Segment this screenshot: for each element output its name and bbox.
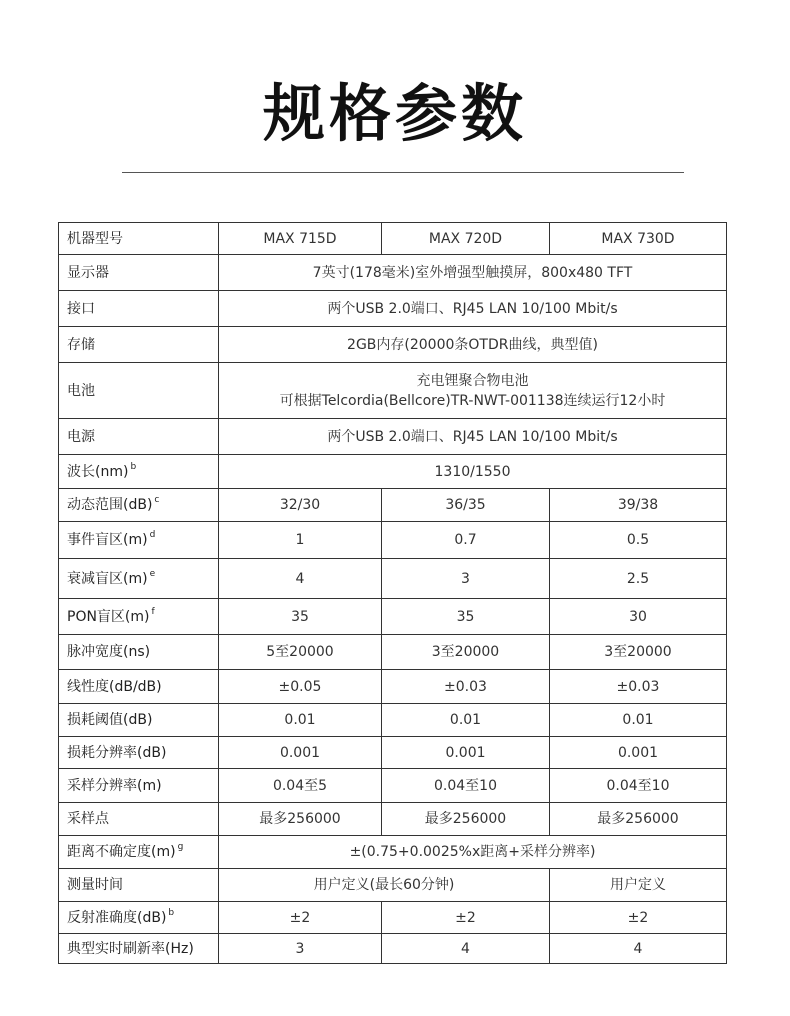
row-value: ±0.03 [382, 670, 550, 704]
row-value: 0.04至5 [219, 769, 382, 803]
row-label: 反射准确度(dB) [67, 909, 167, 926]
model-name: MAX 715D [219, 223, 382, 255]
row-label: 接口 [59, 291, 219, 327]
row-reflectance-accuracy [59, 902, 727, 934]
row-label: 典型实时刷新率(Hz) [59, 934, 219, 964]
footnote-marker: f [151, 606, 155, 617]
row-value: 3 [382, 559, 550, 599]
row-value: ±0.05 [219, 670, 382, 704]
row-value: ±2 [550, 902, 727, 934]
row-label-cell [59, 455, 219, 489]
row-value: 0.001 [550, 737, 727, 769]
row-value: 用户定义(最长60分钟) [219, 869, 550, 902]
row-value: 两个USB 2.0端口、RJ45 LAN 10/100 Mbit/s [219, 419, 727, 455]
footnote-marker: e [149, 568, 156, 579]
row-linearity [59, 670, 727, 704]
row-value: 用户定义 [550, 869, 727, 902]
row-label-cell [59, 836, 219, 869]
row-label: 动态范围(dB) [67, 497, 153, 513]
row-value: 0.04至10 [382, 769, 550, 803]
footnote-marker: b [168, 907, 175, 918]
row-label-cell [59, 902, 219, 934]
row-value: 3至20000 [550, 635, 727, 670]
row-value: ±0.03 [550, 670, 727, 704]
row-value: 两个USB 2.0端口、RJ45 LAN 10/100 Mbit/s [219, 291, 727, 327]
row-pon-dead-zone [59, 599, 727, 635]
row-sampling-points [59, 803, 727, 836]
row-value: 最多256000 [219, 803, 382, 836]
row-label: 测量时间 [59, 869, 219, 902]
row-value: 0.5 [550, 522, 727, 559]
spec-table [58, 222, 727, 964]
row-value: 0.001 [382, 737, 550, 769]
page-title: 规格参数 [262, 77, 527, 150]
row-label: 波长(nm) [67, 463, 129, 480]
row-label-cell [59, 559, 219, 599]
row-label-cell [59, 599, 219, 635]
row-label: 显示器 [59, 255, 219, 291]
footnote-marker: c [154, 495, 160, 505]
row-refresh-rate [59, 934, 727, 964]
row-value: 1310/1550 [219, 455, 727, 489]
row-value: 0.01 [550, 704, 727, 737]
row-value: 32/30 [219, 489, 382, 522]
row-value: 1 [219, 522, 382, 559]
row-value: 36/35 [382, 489, 550, 522]
row-value: ±2 [219, 902, 382, 934]
row-distance-uncertainty [59, 836, 727, 869]
row-label: 事件盲区(m) [67, 532, 148, 548]
row-value: 2GB内存(20000条OTDR曲线，典型值) [219, 327, 727, 363]
row-storage [59, 327, 727, 363]
row-label: 电池 [59, 363, 219, 419]
row-loss-threshold [59, 704, 727, 737]
row-pulse-width [59, 635, 727, 670]
row-value: 0.04至10 [550, 769, 727, 803]
footnote-marker: d [149, 530, 156, 540]
title-divider [122, 172, 684, 173]
row-value: 最多256000 [550, 803, 727, 836]
row-power [59, 419, 727, 455]
row-value: 3 [219, 934, 382, 964]
row-display [59, 255, 727, 291]
model-name: MAX 720D [382, 223, 550, 255]
row-value: ±2 [382, 902, 550, 934]
row-value: 5至20000 [219, 635, 382, 670]
row-label: 采样分辨率(m) [59, 769, 219, 803]
row-value [219, 363, 727, 419]
row-label: 衰减盲区(m) [67, 570, 148, 587]
row-value: 0.7 [382, 522, 550, 559]
row-value: 4 [382, 934, 550, 964]
row-value: 4 [219, 559, 382, 599]
row-value: 35 [219, 599, 382, 635]
row-value: 0.01 [219, 704, 382, 737]
row-value: 4 [550, 934, 727, 964]
row-label: 脉冲宽度(ns) [59, 635, 219, 670]
row-model [59, 223, 727, 255]
row-value: 30 [550, 599, 727, 635]
row-loss-resolution [59, 737, 727, 769]
footnote-marker: b [130, 461, 137, 472]
row-dynamic-range [59, 489, 727, 522]
row-label: 损耗分辨率(dB) [59, 737, 219, 769]
row-label: 线性度(dB/dB) [59, 670, 219, 704]
row-label: 存储 [59, 327, 219, 363]
row-value: 39/38 [550, 489, 727, 522]
row-value: 0.001 [219, 737, 382, 769]
row-value: 2.5 [550, 559, 727, 599]
row-sampling-resolution [59, 769, 727, 803]
row-attenuation-dead-zone [59, 559, 727, 599]
row-value: 3至20000 [382, 635, 550, 670]
row-label: 采样点 [59, 803, 219, 836]
row-label: 机器型号 [59, 223, 219, 255]
row-event-dead-zone [59, 522, 727, 559]
row-label: 损耗阈值(dB) [59, 704, 219, 737]
row-value: 0.01 [382, 704, 550, 737]
footnote-marker: g [177, 842, 184, 852]
row-value: 35 [382, 599, 550, 635]
row-label-cell [59, 522, 219, 559]
row-wavelength [59, 455, 727, 489]
battery-line-2: 可根据Telcordia(Bellcore)TR-NWT-001138连续运行12小时 [279, 392, 666, 409]
battery-line-1: 充电锂聚合物电池 [416, 372, 529, 389]
row-label-cell [59, 489, 219, 522]
row-value: 7英寸(178毫米)室外增强型触摸屏，800x480 TFT [219, 255, 727, 291]
row-label: 距离不确定度(m) [67, 844, 176, 860]
row-value: ±(0.75+0.0025%x距离+采样分辨率) [219, 836, 727, 869]
row-interface [59, 291, 727, 327]
row-battery [59, 363, 727, 419]
row-label: PON盲区(m) [67, 608, 150, 625]
row-measurement-time [59, 869, 727, 902]
row-label: 电源 [59, 419, 219, 455]
row-value: 最多256000 [382, 803, 550, 836]
model-name: MAX 730D [550, 223, 727, 255]
